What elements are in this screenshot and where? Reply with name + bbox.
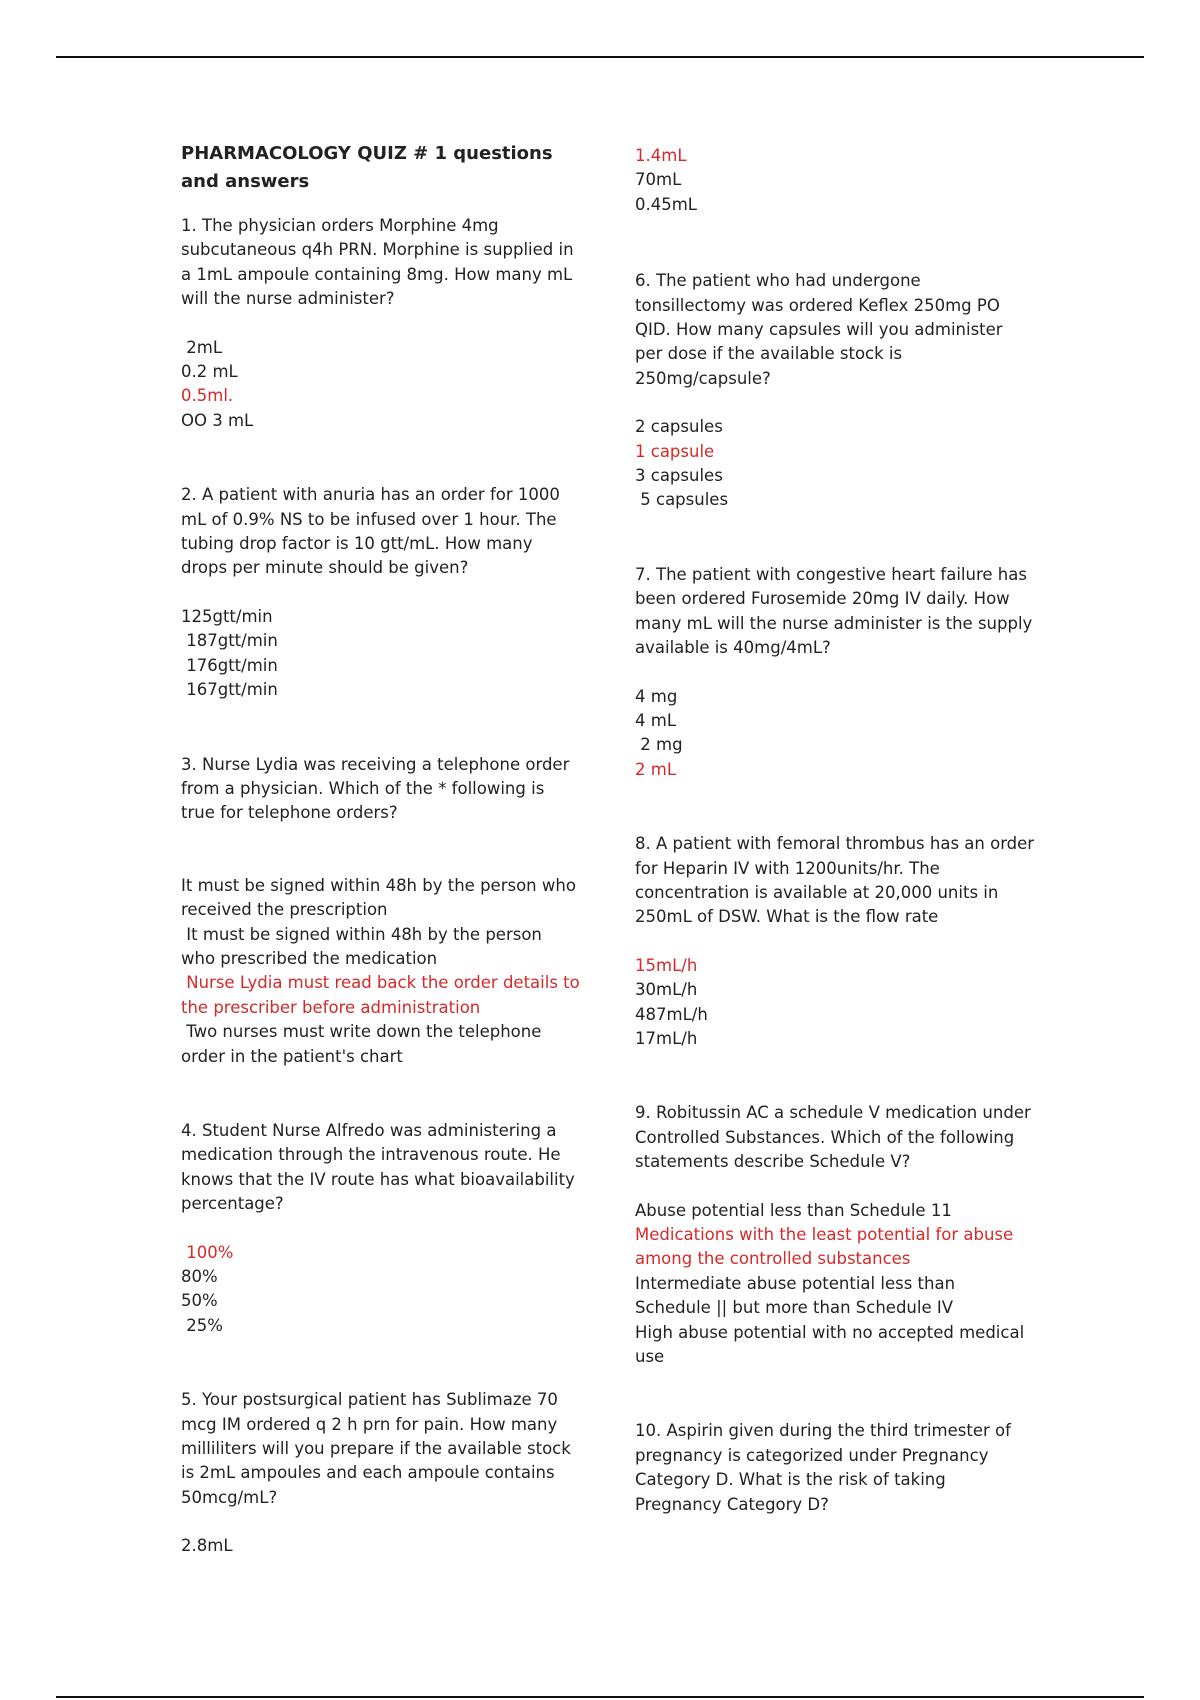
correct-answer-option: 2 mL: [635, 759, 677, 779]
answer-option: 487mL/h: [635, 1004, 708, 1024]
question-6: [635, 269, 1035, 513]
question-2: [181, 483, 581, 702]
right-column: [635, 140, 1035, 1567]
question-3-text: 3. Nurse Lydia was receiving a telephone order from a physician. Which of the * following is true for telephone orders?: [181, 754, 570, 823]
question-5-continued: [635, 144, 1035, 217]
question-4-text: 4. Student Nurse Alfredo was administering a medication through the intravenous route. He knows that the IV route has what bioavailability percentage?: [181, 1120, 575, 1214]
question-5-options-part1: [181, 1534, 581, 1558]
question-7-text: 7. The patient with congestive heart failure has been ordered Furosemide 20mg IV daily. How many mL will the nurse administer is the supply available is 40mg/4mL?: [635, 564, 1033, 658]
question-10: [635, 1419, 1035, 1517]
answer-option: 17mL/h: [635, 1028, 698, 1048]
answer-option: Two nurses must write down the telephone order in the patient's chart: [181, 1022, 547, 1066]
correct-answer-option: 0.5ml.: [181, 386, 234, 406]
answer-option: 30mL/h: [635, 980, 698, 1000]
question-5-text: 5. Your postsurgical patient has Sublimaze 70 mcg IM ordered q 2 h prn for pain. How many milliliters will you prepare if the available stock is 2mL ampoules and each ampoule contains 50mcg/mL?: [181, 1390, 571, 1507]
answer-option: 4 mg: [635, 686, 678, 706]
answer-option: 5 capsules: [635, 490, 729, 510]
answer-option: 2.8mL: [181, 1536, 233, 1556]
question-6-text: 6. The patient who had undergone tonsillectomy was ordered Keflex 250mg PO QID. How many capsules will you administer per dose if the available stock is 250mg/capsule?: [635, 271, 1003, 388]
answer-option: 176gtt/min: [181, 655, 278, 675]
question-4-options: [181, 1241, 581, 1339]
answer-option: 2mL: [181, 337, 223, 357]
answer-option: Abuse potential less than Schedule 11: [635, 1200, 952, 1220]
correct-answer-option: 1 capsule: [635, 441, 715, 461]
answer-option: 25%: [181, 1315, 223, 1335]
question-10-text: 10. Aspirin given during the third trimester of pregnancy is categorized under Pregnancy Category D. What is the risk of taking Pregnancy Category D?: [635, 1421, 1011, 1514]
correct-answer-option: 1.4mL: [635, 146, 687, 165]
correct-answer-option: 15mL/h: [635, 955, 698, 975]
answer-option: 50%: [181, 1291, 218, 1311]
question-8-text: 8. A patient with femoral thrombus has an order for Heparin IV with 1200units/hr. The concentration is available at 20,000 units in 250mL of DSW. What is the flow rate: [635, 834, 1035, 927]
left-column: [181, 140, 585, 1609]
question-5: [181, 1388, 581, 1558]
answer-option: 187gtt/min: [181, 631, 278, 651]
answer-option: 2 mg: [635, 735, 683, 755]
answer-option: 4 mL: [635, 710, 677, 730]
question-9-text: 9. Robitussin AC a schedule V medication under Controlled Substances. Which of the following statements describe Schedule V?: [635, 1103, 1031, 1172]
question-2-text: 2. A patient with anuria has an order for 1000 mL of 0.9% NS to be infused over 1 hour. The tubing drop factor is 10 gtt/mL. How many drops per minute should be given?: [181, 485, 560, 578]
question-3-options: [181, 874, 585, 1069]
question-8-options: [635, 954, 1035, 1052]
page-title: PHARMACOLOGY QUIZ # 1 questions and answers: [181, 143, 553, 192]
answer-option: Intermediate abuse potential less than Schedule || but more than Schedule IV: [635, 1273, 961, 1318]
answer-option: 167gtt/min: [181, 680, 278, 700]
question-8: [635, 832, 1035, 1051]
question-7-options: [635, 685, 1035, 783]
answer-option: 125gtt/min: [181, 606, 273, 626]
correct-answer-option: Medications with the least potential for abuse among the controlled substances: [635, 1225, 1019, 1269]
answer-option: It must be signed within 48h by the person who received the prescription: [181, 875, 582, 920]
question-7: [635, 563, 1035, 782]
correct-answer-option: 100%: [181, 1242, 234, 1262]
question-4: [181, 1119, 581, 1338]
answer-option: 0.2 mL: [181, 362, 238, 382]
question-2-options: [181, 605, 581, 703]
top-rule: [56, 56, 1144, 58]
answer-option: High abuse potential with no accepted medical use: [635, 1322, 1030, 1367]
question-1-options: [181, 336, 581, 434]
answer-option: 80%: [181, 1267, 218, 1286]
answer-option: 0.45mL: [635, 194, 698, 214]
question-3: [181, 753, 585, 1069]
question-9: [635, 1101, 1035, 1369]
question-1-text: 1. The physician orders Morphine 4mg subcutaneous q4h PRN. Morphine is supplied in a 1mL ampoule containing 8mg. How many mL will the nurse administer?: [181, 216, 574, 309]
question-6-options: [635, 415, 1035, 513]
answer-option: 2 capsules: [635, 417, 723, 437]
question-5-options-part2: [635, 144, 1035, 217]
bottom-rule: [56, 1696, 1144, 1698]
answer-option: 70mL: [635, 170, 682, 190]
answer-option: It must be signed within 48h by the person who prescribed the medication: [181, 924, 548, 968]
answer-option: 3 capsules: [635, 466, 723, 486]
correct-answer-option: Nurse Lydia must read back the order details to the prescriber before administration: [181, 973, 585, 1017]
question-1: [181, 214, 581, 433]
question-9-options: [635, 1199, 1035, 1370]
answer-option: OO 3 mL: [181, 410, 254, 430]
